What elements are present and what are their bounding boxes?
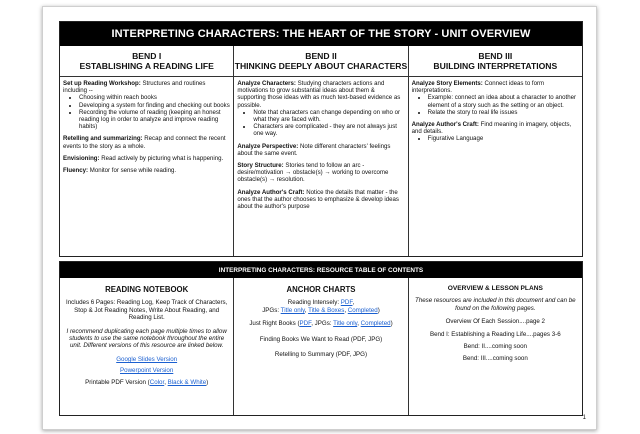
bend-3-column xyxy=(409,46,582,256)
analyze-characters-list xyxy=(253,109,404,138)
setup-workshop-text: Set up Reading Workshop: Structures and routines including -- xyxy=(63,80,206,95)
list-item: • Figurative Language xyxy=(428,135,579,142)
bend-3-header xyxy=(409,46,582,77)
bend-1-title: ESTABLISHING A READING LIFE xyxy=(79,61,214,71)
google-slides-link[interactable]: Google Slides Version xyxy=(116,355,178,363)
page-number: 1 xyxy=(582,415,586,421)
setup-workshop-list xyxy=(79,94,230,130)
anchor-charts-heading: ANCHOR CHARTS xyxy=(286,285,356,294)
toc-item: Bend: III....coming soon xyxy=(462,355,528,363)
list-item: • Developing a system for finding and checking out books xyxy=(79,102,230,109)
notebook-recommendation: I recommend duplicating each page multiple times to allow students to use the same notebook throughout the entire unit. Different versions of this resource are linked below. xyxy=(66,327,227,350)
bend-2-title: THINKING DEEPLY ABOUT CHARACTERS xyxy=(234,61,408,71)
toc-item: Bend I: Establishing a Reading Life....pages 3-6 xyxy=(429,330,561,338)
resource-table xyxy=(59,261,583,416)
fluency-text: Fluency: Monitor for sense while reading. xyxy=(63,167,177,175)
retelling-text: Retelling and summarizing: Recap and connect the recent events to the story as a whole. xyxy=(63,135,226,150)
finding-books-line: Finding Books We Want to Read (PDF, JPG) xyxy=(259,335,383,343)
bend-1-header xyxy=(60,46,233,77)
pdf-black-white-link[interactable]: Black & White xyxy=(167,378,207,386)
reading-notebook-column xyxy=(60,278,234,415)
notebook-description: Includes 6 Pages: Reading Log, Keep Track of Characters, Stop & Jot Reading Notes, Write About Reading, and Reading List. xyxy=(66,299,228,322)
list-item: • Recording the volume of reading (keeping an honest reading log in order to analyze and improve reading habits) xyxy=(79,109,230,131)
authors-craft-text: Analyze Author's Craft: Notice the details that matter - the ones that the author chooses to emphasize & develop ideas about the author's purpose xyxy=(237,188,399,211)
reading-intensely-line: Reading Intensely: PDF, JPGs: Title only, Title & Boxes, Completed) xyxy=(262,299,380,314)
just-right-books-line: Just Right Books (PDF, JPGs: Title only, Completed) xyxy=(249,320,393,328)
lesson-plans-column xyxy=(409,278,582,415)
unit-overview-table xyxy=(59,21,583,257)
list-item: • Characters are complicated - they are not always just one way. xyxy=(253,123,404,137)
story-elements-text: Analyze Story Elements: Connect ideas to form interpretations. xyxy=(411,80,545,95)
envisioning-text: Envisioning: Read actively by picturing what is happening. xyxy=(63,154,224,162)
just-right-pdf-link[interactable]: PDF xyxy=(299,320,312,328)
bend-2-label: BEND II xyxy=(305,50,337,61)
analyze-perspective-text: Analyze Perspective: Note different characters' feelings about the same event. xyxy=(237,142,391,157)
lesson-plans-heading: OVERVIEW & LESSON PLANS xyxy=(447,285,543,292)
reading-intensely-boxes-link[interactable]: Title & Boxes xyxy=(308,306,345,314)
document-page xyxy=(42,6,597,430)
reading-notebook-heading: READING NOTEBOOK xyxy=(105,285,189,294)
just-right-completed-link[interactable]: Completed xyxy=(360,320,391,328)
reading-intensely-pdf-link[interactable]: PDF xyxy=(340,299,353,307)
bend-2-header xyxy=(234,46,407,77)
toc-item: Overview Of Each Session....page 2 xyxy=(445,318,546,326)
bend-3-label: BEND III xyxy=(478,50,513,61)
just-right-title-link[interactable]: Title only xyxy=(333,320,358,328)
story-elements-list xyxy=(428,94,579,116)
retelling-summary-line: Retelling to Summary (PDF, JPG) xyxy=(274,351,368,359)
authors-craft-list xyxy=(428,135,579,142)
reading-intensely-title-link[interactable]: Title only xyxy=(280,306,305,314)
authors-craft-text: Analyze Author's Craft: Find meaning in imagery, objects, and details. xyxy=(411,121,572,136)
list-item: • Choosing within reach books xyxy=(79,94,230,101)
list-item: • Example: connect an idea about a character to another element of a story such as the setting or an object. xyxy=(428,94,579,108)
lesson-plans-note: These resources are included in this document and can be found on the following pages. xyxy=(415,297,576,312)
powerpoint-link[interactable]: Powerpoint Version xyxy=(120,367,174,375)
list-item: • Note that characters can change depending on who or what they are faced with. xyxy=(253,109,404,123)
toc-item: Bend: II....coming soon xyxy=(463,343,527,351)
bend-1-column xyxy=(60,46,234,256)
anchor-charts-column xyxy=(234,278,408,415)
bend-1-label: BEND I xyxy=(132,50,162,61)
story-structure-text: Story Structure: Stories tend to follow an arc - desire/motivation → obstacle(s) → working to overcome obstacle(s) → resolution. xyxy=(237,162,389,184)
bend-3-title: BUILDING INTERPRETATIONS xyxy=(433,61,558,71)
pdf-color-link[interactable]: Color xyxy=(149,378,165,386)
unit-overview-title: INTERPRETING CHARACTERS: THE HEART OF THE STORY - UNIT OVERVIEW xyxy=(60,22,582,46)
printable-pdf-line: Printable PDF Version (Color, Black & White) xyxy=(85,378,209,386)
resource-table-title: INTERPRETING CHARACTERS: RESOURCE TABLE OF CONTENTS xyxy=(60,262,582,278)
bend-2-column xyxy=(234,46,408,256)
analyze-characters-text: Analyze Characters: Studying characters actions and motivations to grow substantial ideas about them & supporting those ideas with as much text-based evidence as possible. xyxy=(237,80,401,109)
reading-intensely-completed-link[interactable]: Completed xyxy=(347,306,378,314)
list-item: • Relate the story to real life issues xyxy=(428,109,579,116)
